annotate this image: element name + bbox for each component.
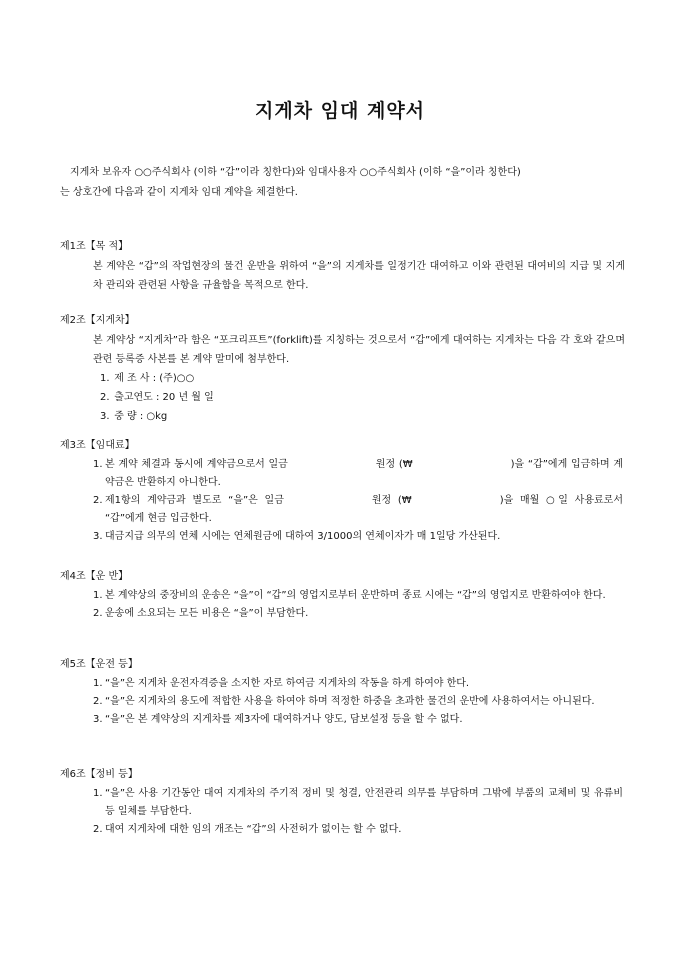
list-item (60, 492, 625, 528)
item-text: “을”은 사용 기간동안 대여 지게차의 주기적 정비 및 청결, 안전관리 의무를 부담하며 그밖에 부품의 교체비 및 유류비 등 일체를 부담한다. (105, 788, 623, 817)
document-title: 지게차 임대 계약서 (254, 100, 426, 122)
spec-text: 출고연도 : 20 년 월 일 (114, 392, 214, 403)
article-1-body: 본 계약은 “갑”의 작업현장의 물건 운반을 위하여 “을”의 지게차를 일정기간 대여하고 이와 관련된 대여비의 지급 및 지게차 관리와 관련된 사항을 규율함을 목적으로 한다. (93, 261, 625, 291)
article-1 (60, 237, 625, 295)
item-number: 1. (93, 590, 103, 601)
spec-number: 1. (100, 373, 110, 384)
item-text-mid: 원정 (₩ (375, 459, 413, 470)
article-2-heading: 제2조【지게차】 (60, 315, 135, 326)
article-4-heading: 제4조【운 반】 (60, 571, 129, 582)
article-2 (60, 311, 625, 426)
item-number: 1. (93, 678, 103, 689)
article-3-items (60, 456, 625, 546)
item-text-post: )을 “갑”에게 입금하며 계약금은 반환하지 아니한다. (105, 459, 623, 488)
article-5-heading: 제5조【운전 등】 (60, 659, 138, 670)
spec-weight (60, 407, 625, 426)
intro-line-1: 지게차 보유자 ○○주식회사 (이하 “갑”이라 칭한다)와 임대사용자 ○○주식회사 (이하 “을”이라 칭한다) (70, 167, 521, 178)
article-5-items (60, 675, 625, 729)
intro-paragraph (60, 163, 625, 203)
spec-manufacturer (60, 369, 625, 388)
item-number: 2. (93, 696, 103, 707)
item-text: “을”은 지게차의 용도에 적합한 사용을 하여야 하며 적정한 하중을 초과한 물건의 운반에 사용하여서는 아니된다. (105, 696, 595, 707)
item-text-post: )을 매월 ○일 사용료로서 “갑”에게 현금 입금한다. (105, 495, 623, 524)
list-item (60, 821, 625, 839)
article-6 (60, 765, 625, 839)
item-text: 대여 지게차에 대한 임의 개조는 “갑”의 사전허가 없이는 할 수 없다. (105, 824, 402, 835)
item-text-pre: 제1항의 계약금과 별도로 “을”은 일금 (105, 495, 284, 506)
item-number: 1. (93, 459, 103, 470)
spec-text: 중 량 : ○kg (114, 411, 168, 422)
article-4-items (60, 587, 625, 623)
list-item (60, 605, 625, 623)
article-3-heading: 제3조【임대료】 (60, 440, 135, 451)
article-1-heading: 제1조【목 적】 (60, 241, 129, 252)
item-text-pre: 본 계약 체결과 동시에 계약금으로서 일금 (105, 459, 288, 470)
list-item (60, 675, 625, 693)
article-4 (60, 567, 625, 623)
item-number: 2. (93, 495, 103, 506)
intro-line-2: 는 상호간에 다음과 같이 지게차 임대 계약을 체결한다. (60, 187, 298, 198)
list-item (60, 528, 625, 546)
item-number: 1. (93, 788, 103, 799)
item-number: 2. (93, 824, 103, 835)
item-text-mid: 원정 (₩ (371, 495, 412, 506)
article-3 (60, 436, 625, 546)
list-item (60, 785, 625, 821)
article-6-items (60, 785, 625, 839)
item-text: 본 계약상의 중장비의 운송은 “을”이 “갑”의 영업지로부터 운반하며 종료 시에는 “갑”의 영업지로 반환하여야 한다. (105, 590, 606, 601)
article-6-heading: 제6조【정비 등】 (60, 769, 138, 780)
item-text: “을”은 지게차 운전자격증을 소지한 자로 하여금 지게차의 작동을 하게 하여야 한다. (105, 678, 470, 689)
spec-number: 2. (100, 392, 110, 403)
spec-release-year (60, 388, 625, 407)
list-item (60, 587, 625, 605)
item-text: 대금지급 의무의 연체 시에는 연체원금에 대하여 3/1000의 연체이자가 매 1일당 가산된다. (105, 531, 501, 542)
item-number: 3. (93, 714, 103, 725)
item-text: “을”은 본 계약상의 지게차를 제3자에 대여하거나 양도, 담보설정 등을 할 수 없다. (105, 714, 463, 725)
item-text: 운송에 소요되는 모든 비용은 “을”이 부담한다. (105, 608, 309, 619)
article-5 (60, 655, 625, 729)
spec-number: 3. (100, 411, 110, 422)
item-number: 3. (93, 531, 103, 542)
item-number: 2. (93, 608, 103, 619)
spec-text: 제 조 사 : (주)○○ (114, 373, 195, 384)
list-item (60, 711, 625, 729)
list-item (60, 693, 625, 711)
list-item (60, 456, 625, 492)
article-2-body: 본 계약상 “지게차”라 함은 “포크리프트”(forklift)를 지칭하는 것으로서 “갑”에게 대여하는 지게차는 다음 각 호와 같으며 관련 등록증 사본를 본 계약 말미에 첨부한다. (93, 335, 625, 365)
